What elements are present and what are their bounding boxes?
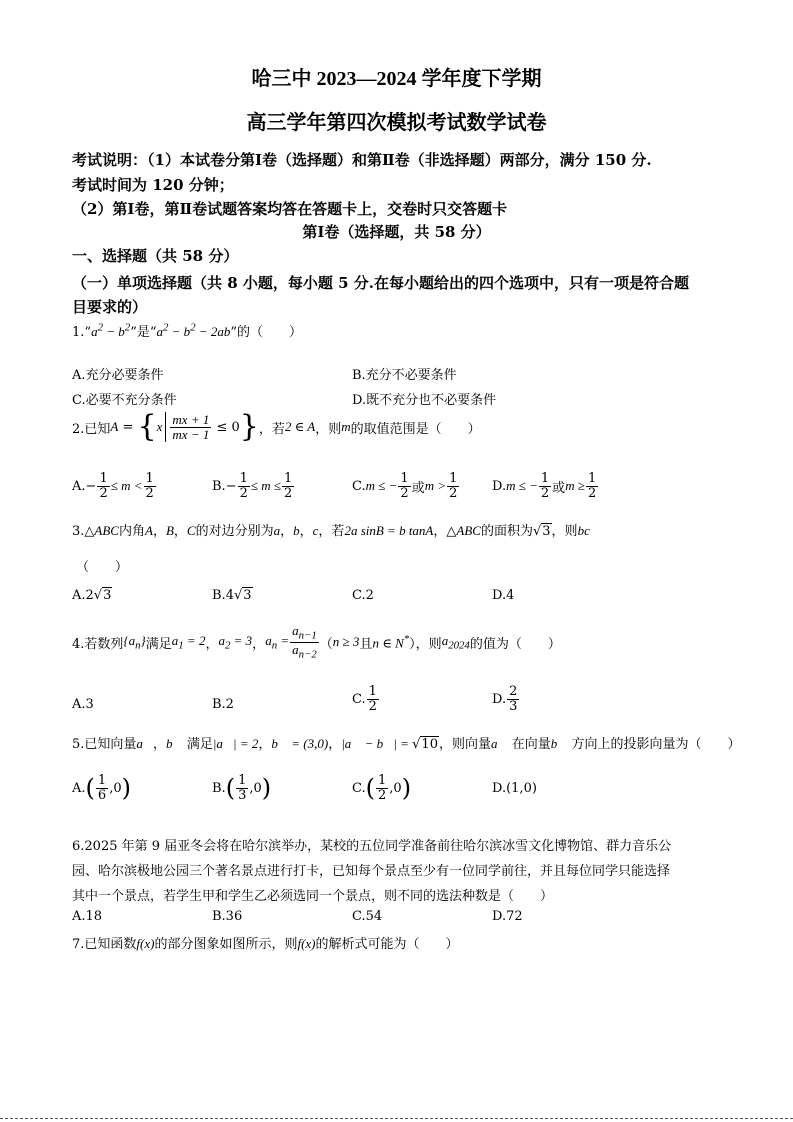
q2-text-pre: 2.已知 <box>72 421 111 437</box>
q3-text-4: ， <box>433 524 447 539</box>
instructions-line2: 考试时间为 120 分钟； <box>72 176 234 194</box>
q1-text-b: ”是“ <box>130 325 157 340</box>
q2-fraction: $\frac{mx + 1}{mx - 1}$ <box>172 411 210 442</box>
q1-option-b: B.充分不必要条件 <box>352 368 457 383</box>
paper-title: 哈三中 2023—2024 学年度下学期 <box>251 68 542 90</box>
q6-option-d: D.72 <box>492 909 523 924</box>
part1-title: 第Ⅰ卷（选择题，共 58 分） <box>302 223 491 241</box>
q2-var-x: x <box>156 419 163 434</box>
q3-condition: 2a sinB = b tanA <box>344 523 434 538</box>
q7-text-pre: 7.已知函数 <box>72 937 137 952</box>
q5-option-a-label: A. <box>72 780 86 796</box>
section1-instructions-line2: 目要求的） <box>72 298 148 316</box>
q6-line2: 园、哈尔滨极地公园三个著名景点进行打卡，已知每个景点至少有一位同学前往，并且每位同学只能选择 <box>72 864 671 879</box>
q1-text-c: ”的（ ） <box>230 325 303 340</box>
q7-text-1: 的部分图象如图所示，则 <box>154 937 298 952</box>
q3-text-6: ，则 <box>551 524 578 539</box>
q5-option-c-label: C. <box>352 780 366 796</box>
q6-line3: 其中一个景点，若学生甲和学生乙必须选同一个景点，则不同的选法种数是（ ） <box>72 889 554 904</box>
section1-heading: 一、选择题（共 58 分） <box>72 247 239 265</box>
q3-text-2: 的对边分别为 <box>195 524 274 539</box>
q5-option-d: D.(1,0) <box>492 781 537 796</box>
q3-option-c: C.2 <box>352 588 374 603</box>
q5-option-a: A. ( $\frac{1}{6}$ ,0 ) <box>72 773 131 803</box>
question-7: 7.已知函数f(x)的部分图象如图所示，则f(x)的解析式可能为（ ） <box>72 936 459 952</box>
page-bottom-divider <box>0 1118 793 1119</box>
q6-option-a: A.18 <box>72 909 103 924</box>
q5-text-5: 在向量 <box>511 737 551 752</box>
instructions-line3: （2）第Ⅰ卷，第Ⅱ卷试题答案均答在答题卡上，交卷时只交答题卡 <box>72 200 508 218</box>
question-4: 4.若数列 $\{a_n\}$ 满足 $a_1 = 2$ ， $a_2 = 3$ ， $a_n$ = $\frac{a_{n-1}}{a_{n-2}}$ （ n ≥ 3 且 n ∈ N* ），则 $a_{2024}$ 的值为（ ） <box>72 623 561 661</box>
q1-option-a: A.充分必要条件 <box>72 368 164 383</box>
q2-option-b-label: B. <box>212 478 226 494</box>
q2-text-post3: 的取值范围是（ ） <box>350 421 481 437</box>
q4-text-pre: 4.若数列 <box>72 636 124 652</box>
q5-text-6: 方向上的投影向量为（ ） <box>571 737 741 752</box>
q1-number: 1. <box>72 325 85 340</box>
question-5: 5.已知向量a⃗，b⃗ 满足|a⃗| = 2，b⃗ = (3,0)，|a⃗ − b⃗| = √10，则向量a⃗ 在向量b⃗ 方向上的投影向量为（ ） <box>72 736 741 752</box>
right-brace-icon: } <box>239 409 259 444</box>
q6-line1: 6.2025 年第 9 届亚冬会将在哈尔滨举办，某校的五位同学准备前往哈尔滨冰雪文化博物馆、群力音乐公 <box>72 839 672 854</box>
q2-condition: 2 ∈ A <box>284 419 316 434</box>
q1-text-a: “ <box>84 325 92 340</box>
q3-number: 3. <box>72 524 85 539</box>
q2-option-c-or: 或 <box>411 480 425 496</box>
q5-text-1: 满足 <box>186 737 213 752</box>
q2-option-d-label: D. <box>492 478 507 494</box>
q6-option-c: C.54 <box>352 909 383 924</box>
q4-recurrence: $\frac{a_{n-1}}{a_{n-2}}$ <box>292 623 317 661</box>
q2-text-post2: ，则 <box>315 421 342 437</box>
q1-formula-1: $a^2 - b^2$ <box>91 321 131 339</box>
q2-option-a: A. − $\frac{1}{2}$ ≤ m < $\frac{1}{2}$ <box>72 471 154 501</box>
q1-option-d: D.既不充分也不必要条件 <box>352 393 497 408</box>
question-3: 3.△ABC内角A，B，C的对边分别为a，b，c，若2a sinB = b tanA，△ABC的面积为√3，则bc <box>72 523 590 539</box>
q5-option-b: B. ( $\frac{1}{3}$ ,0 ) <box>212 773 272 803</box>
section1-instructions-line1: （一）单项选择题（共 8 小题，每小题 5 分.在每小题给出的四个选项中，只有一项是符合题 <box>72 274 689 292</box>
set-bar <box>165 412 166 442</box>
q5-text-4: ，则向量 <box>438 737 491 752</box>
q6-option-b: B.36 <box>212 909 243 924</box>
q4-text-7: 的值为（ ） <box>469 636 561 652</box>
q3-option-a: A.2√3 <box>72 588 112 603</box>
q4-text-6: ），则 <box>409 636 442 652</box>
q2-set-a: A <box>110 419 119 434</box>
q4-option-c: C. $\frac{1}{2}$ <box>352 684 377 714</box>
q4-option-a: A.3 <box>72 697 94 712</box>
question-1 <box>72 321 302 340</box>
q1-option-c: C.必要不充分条件 <box>72 393 177 408</box>
q5-option-c: C. ( $\frac{1}{2}$ ,0 ) <box>352 773 412 803</box>
q5-text-2: ， <box>258 737 272 752</box>
q2-option-c-label: C. <box>352 478 366 494</box>
q3-paren: （ ） <box>76 560 129 575</box>
q5-text-3: ， <box>328 737 342 752</box>
q4-option-d-label: D. <box>492 691 507 707</box>
q4-text-5: 且 <box>359 636 373 652</box>
q3-option-b-label: B. <box>212 588 226 603</box>
q4-text-2: ， <box>205 636 219 652</box>
q7-text-2: 的解析式可能为（ ） <box>315 937 459 952</box>
q2-var-m: m <box>341 419 351 434</box>
q2-option-b: B. − $\frac{1}{2}$ ≤ m ≤ $\frac{1}{2}$ <box>212 471 293 501</box>
q3-option-a-label: A. <box>72 588 86 603</box>
q4-option-c-label: C. <box>352 691 366 707</box>
q4-option-b: B.2 <box>212 697 234 712</box>
q2-option-c: C. m ≤ − $\frac{1}{2}$ 或 m > $\frac{1}{2}$ <box>352 471 458 501</box>
question-2: 2.已知 A = { x $\frac{mx + 1}{mx - 1}$ ≤ 0 } ，若 2 ∈ A ，则 m 的取值范围是（ ） <box>72 409 481 444</box>
left-brace-icon: { <box>137 409 157 444</box>
q3-text-5: 的面积为 <box>480 524 533 539</box>
q5-option-b-label: B. <box>212 780 226 796</box>
q4-option-d: D. $\frac{2}{3}$ <box>492 684 518 714</box>
q1-formula-2: $a^2 - b^2 - 2ab$ <box>156 321 231 339</box>
instructions-line1: 考试说明：（1）本试卷分第Ⅰ卷（选择题）和第Ⅱ卷（非选择题）两部分，满分 150 分. <box>72 151 652 169</box>
q3-triangle: △ABC <box>84 523 119 538</box>
q3-text-3: ，若 <box>318 524 345 539</box>
q3-option-d: D.4 <box>492 588 515 603</box>
q5-option-d-label: D. <box>492 781 507 796</box>
q3-text-1: 内角 <box>118 524 145 539</box>
q5-text-pre: 5.已知向量 <box>72 737 137 752</box>
q2-option-d-or: 或 <box>552 480 566 496</box>
paper-subtitle: 高三学年第四次模拟考试数学试卷 <box>246 112 547 134</box>
q2-option-a-label: A. <box>72 478 86 494</box>
q4-text-1: 满足 <box>145 636 172 652</box>
q4-text-4: （ <box>319 636 333 652</box>
q2-option-d: D. m ≤ − $\frac{1}{2}$ 或 m ≥ $\frac{1}{2}$ <box>492 471 597 501</box>
q4-seq: $\{a_n\}$ <box>123 633 146 652</box>
q3-option-b: B.4√3 <box>212 588 252 603</box>
q4-text-3: ， <box>252 636 266 652</box>
q2-text-post: ，若 <box>258 421 285 437</box>
